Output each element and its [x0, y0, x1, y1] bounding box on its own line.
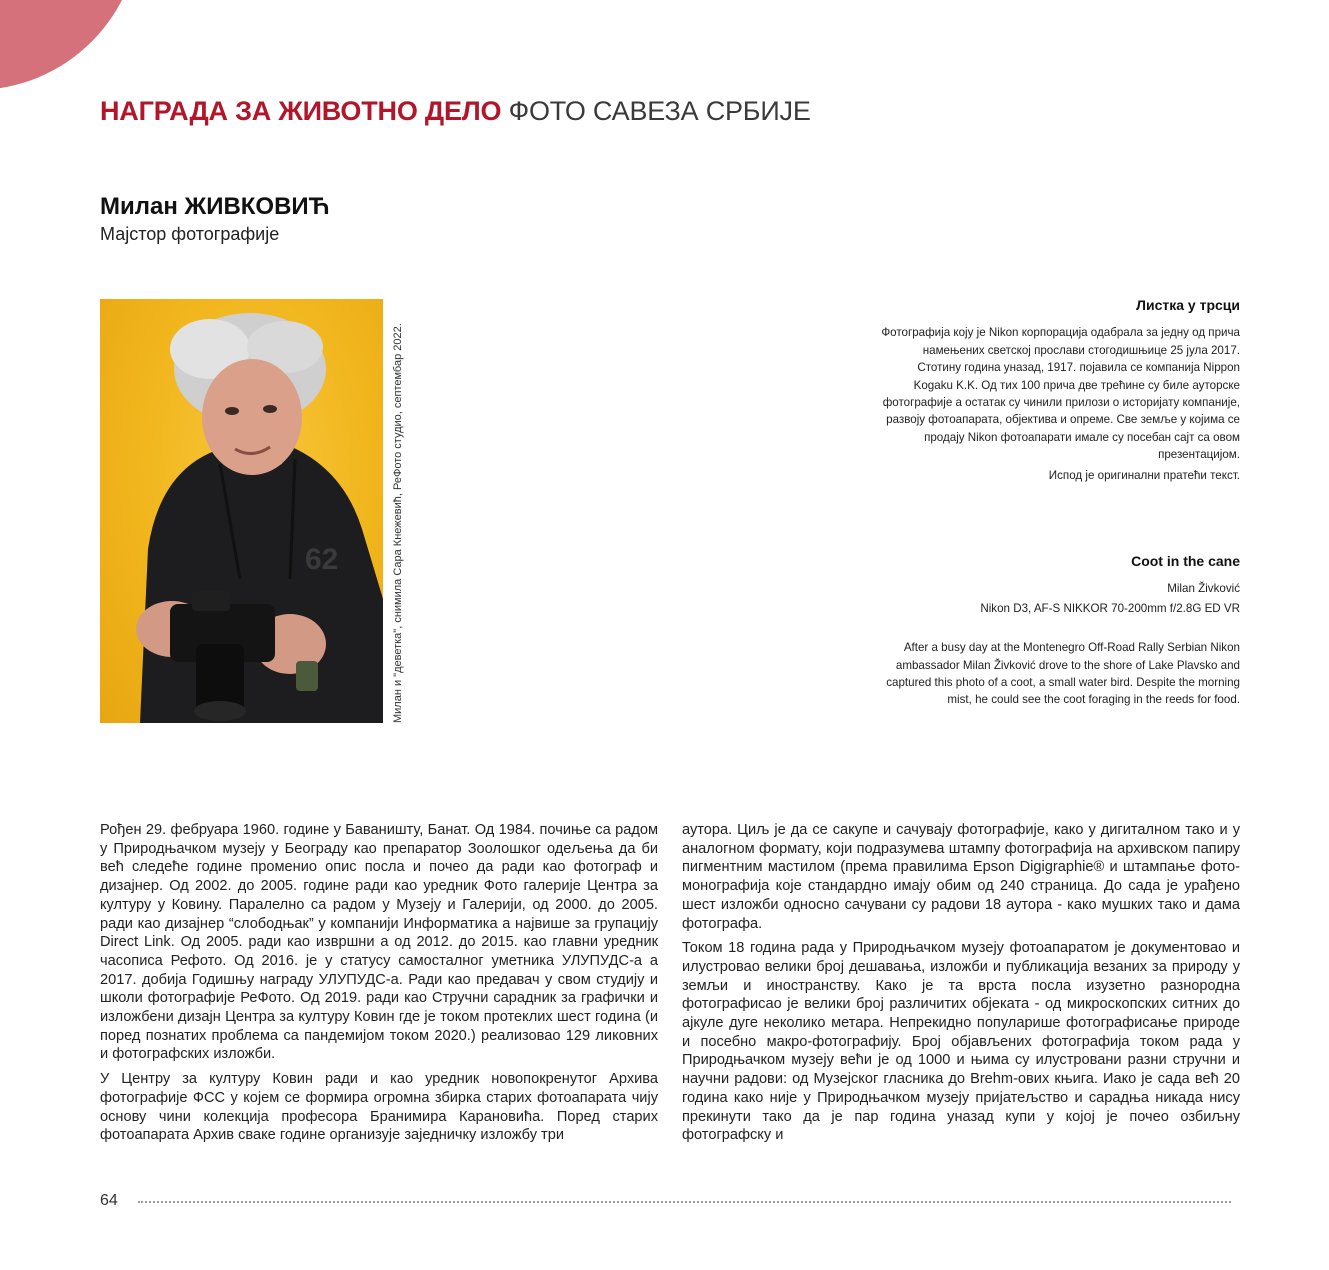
body-paragraph: У Центру за културу Ковин ради и као уредник новопокренутог Архива фотографије ФСС у којем се формира огромна збирка старих фотоапарата чију основу чини колекција професора Бранимира Карановића. Поред старих фотоапарата Архив сваке године организује заједничку изложбу три: [100, 1071, 658, 1144]
portrait-photo: [100, 299, 383, 723]
body-column-left: [100, 821, 658, 1151]
sidebar-english-title: Coot in the cane: [1131, 553, 1240, 569]
page-title: [100, 96, 811, 127]
sidebar-english-gear: Nikon D3, AF-S NIKKOR 70-200mm f/2.8G ED VR: [980, 601, 1240, 615]
sidebar-english-author: Milan Živković: [1167, 582, 1240, 596]
page-number: 64: [100, 1192, 118, 1209]
sidebar-english-text: After a busy day at the Montenegro Off-Road Rally Serbian Nikon ambassador Milan Živković drove to the shore of Lake Plavsko and captured this photo of a coot, a small water bird. Despite the morning mist, he could see the coot foraging in the reeds for food.: [886, 641, 1240, 707]
sidebar-serbian-title: Листка у трсци: [1136, 297, 1240, 313]
title-bold: НАГРАДА ЗА ЖИВОТНО ДЕЛО: [100, 96, 502, 126]
corner-decoration: [0, 0, 140, 90]
author-role: Мајстор фотографије: [100, 224, 280, 244]
sidebar-english: [880, 553, 1240, 709]
photo-caption: Милан и "деветка", снимила Сара Кнежевић, РеФото студио, септембар 2022.: [392, 323, 404, 723]
body-column-right: [682, 821, 1240, 1151]
sidebar-serbian: [880, 297, 1240, 484]
sidebar-serbian-text: Фотографија коју је Nikon корпорација одабрала за једну од прича намењених светској прослави стогодишњице 25 јула 2017. Стотину година уназад, 1917. појавила се компанија Nippon Kogaku K.K. Од тих 100 прича две трећине су биле ауторске фотографије а остатак су чинили прилози о историјату компаније, развоју фотоапарата, објектива и опреме. Све земље у којима се продају Nikon фотоапарати имале су посебан сајт са овом презентацијом.: [881, 326, 1240, 462]
title-light: ФОТО САВЕЗА СРБИЈЕ: [508, 96, 811, 126]
svg-text:62: 62: [305, 543, 339, 576]
sidebar-serbian-note: Испод је оригинални пратећи текст.: [1048, 468, 1240, 482]
body-paragraph: Рођен 29. фебруара 1960. године у Баваништу, Банат. Од 1984. почиње са радом у Природњачком музеју у Београду као препаратор Зоолошког одељења да би већ следеће године променио опис посла и почео да ради као фотограф и дизајнер. Од 2002. до 2005. године ради као уредник Фото галерије Центра за културу у Ковину. Паралелно са радом у Музеју и Галерији, од 2000. до 2005. ради као дизајнер “слободњак” у компанији Информатика а највише за групацију Direct Link. Од 2005. ради као извршни а од 2012. до 2015. као главни уредник часописа Рефото. Од 2016. је у статусу самосталног уметника УЛУПУДС-а а 2017. добија Годишњу награду УЛУПУДС-а. Ради као предавач у свом студију и школи фотографије РеФото. Од 2019. ради као Стручни сарадник за графички и изложбени дизајн Центра за културу Ковин где је током протеклих шест година (и поред познатих проблема са пандемијом током 2020.) реализовао 129 ликовних и фотографских изложби.: [100, 822, 658, 1063]
body-paragraph: Током 18 година рада у Природњачком музеју фотоапаратом је документовао и илустровао велики број дешавања, изложби и публикација везаних за природу у земљи и иностранству. Како је та врста посла изузетно разнородна фотографисао је велики број различитих објеката - од микроскопских ситних до ајкуле дуге неколико метара. Непрекидно популарише фотографисање природе и посебно макро-фотографију. Број објављених фотографија током рада у Природњачком музеју већи је од 1000 и њима су илустровани разни стручни и научни радови: од Музејског гласника до Brehm-ових књига. Иако је сада већ 20 година како није у Природњачком музеју пријатељство и сарадња никада нису прекинути тако да је пар година уназад купи у којој је почео озбиљну фотографску и: [682, 940, 1240, 1144]
author-name: Милан ЖИВКОВИЋ: [100, 193, 330, 220]
footer-dotted-rule: [138, 1201, 1231, 1203]
body-paragraph: аутора. Циљ је да се сакупе и сачувају фотографије, како у дигиталном тако и у аналогном формату, који подразумева штампу фотографија на архивском папиру пигментним мастилом (према правилима Epson Digigraphie® и штампање фото-монографија које стандардно имају обим од 240 страница. До сада је урађено шест изложби односно сачувани су радови 18 аутора - како мушких тако и дама фотографа.: [682, 822, 1240, 932]
